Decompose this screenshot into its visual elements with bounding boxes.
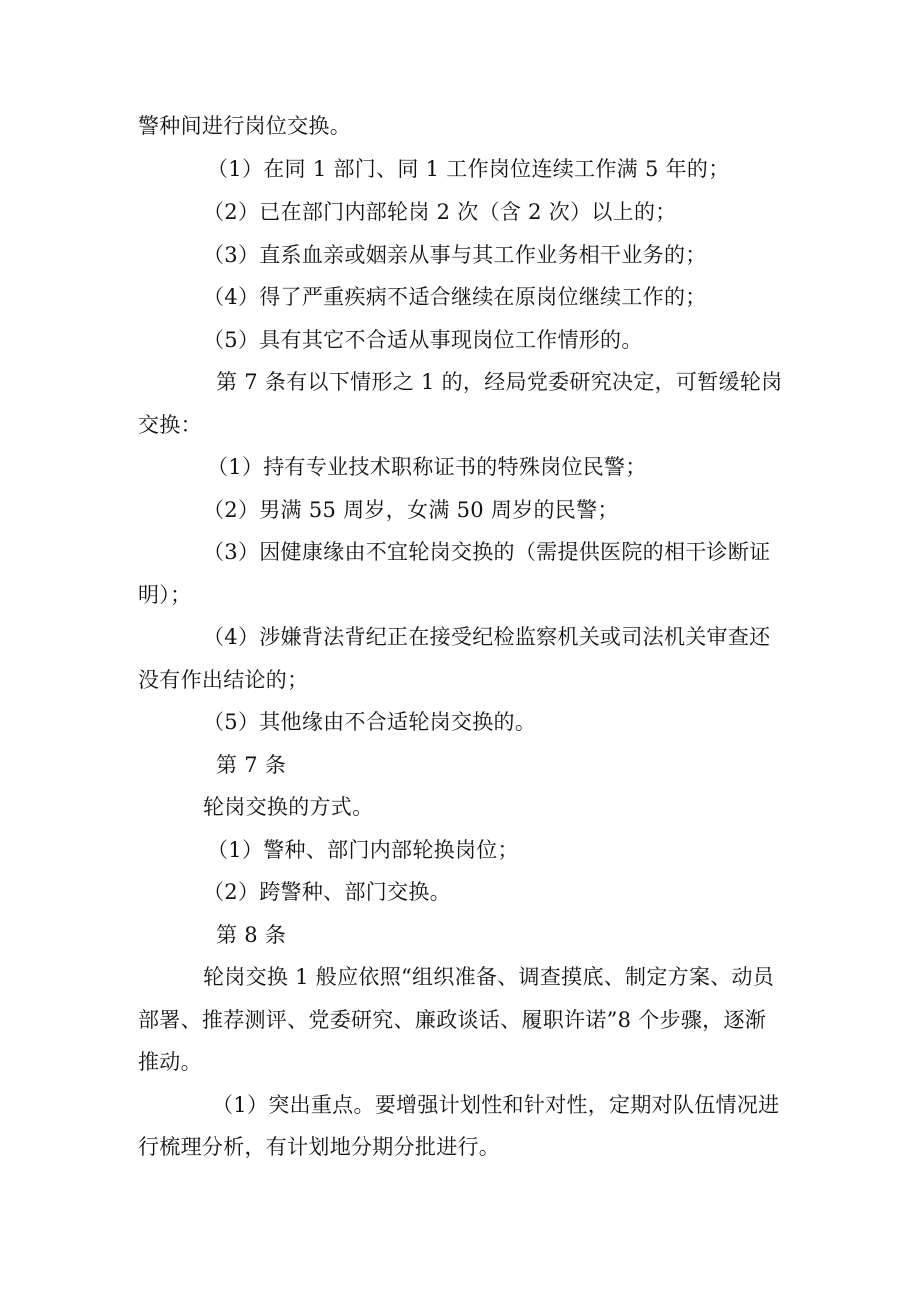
text-line: 交换：	[138, 413, 202, 437]
text-line: 轮岗交换的方式。	[203, 795, 374, 819]
article-heading: 第 7 条	[216, 753, 287, 777]
text-line: （5）其他缘由不合适轮岗交换的。	[203, 710, 537, 734]
text-line: （4）得了严重疾病不适合继续在原岗位继续工作的；	[203, 285, 707, 309]
text-line: （3）直系血亲或姻亲从事与其工作业务相干业务的；	[203, 243, 707, 267]
text-line: （2）跨警种、部门交换。	[203, 880, 451, 904]
text-line: 行梳理分析，有计划地分期分批进行。	[138, 1135, 501, 1159]
text-line: 警种间进行岗位交换。	[138, 114, 351, 138]
text-line: （5）具有其它不合适从事现岗位工作情形的。	[203, 328, 643, 352]
text-line: （1）持有专业技术职称证书的特殊岗位民警；	[207, 455, 647, 479]
text-line: （3）因健康缘由不宜轮岗交换的（需提供医院的相干诊断证	[203, 540, 771, 564]
article-heading: 第 8 条	[216, 923, 287, 947]
text-line: （2）已在部门内部轮岗 2 次（含 2 次）以上的；	[203, 200, 677, 224]
text-line: （4）涉嫌背法背纪正在接受纪检监察机关或司法机关审查还	[203, 625, 771, 649]
text-line: （2）男满 55 周岁，女满 50 周岁的民警；	[203, 498, 619, 522]
text-line: 第 7 条有以下情形之 1 的，经局党委研究决定，可暂缓轮岗	[216, 370, 783, 394]
text-line: 明）；	[138, 583, 192, 607]
text-line: 轮岗交换 1 般应依照“组织准备、调查摸底、制定方案、动员	[203, 965, 775, 989]
text-line: （1）警种、部门内部轮换岗位；	[207, 838, 519, 862]
text-line: 没有作出结论的；	[138, 668, 309, 692]
text-line: （1）在同 1 部门、同 1 工作岗位连续工作满 5 年的；	[207, 157, 730, 181]
text-line: 推动。	[138, 1050, 202, 1074]
text-line: （1）突出重点。要增强计划性和针对性，定期对队伍情况进	[212, 1093, 780, 1117]
text-line: 部署、推荐测评、党委研究、廉政谈话、履职许诺”8 个步骤，逐渐	[138, 1008, 767, 1032]
